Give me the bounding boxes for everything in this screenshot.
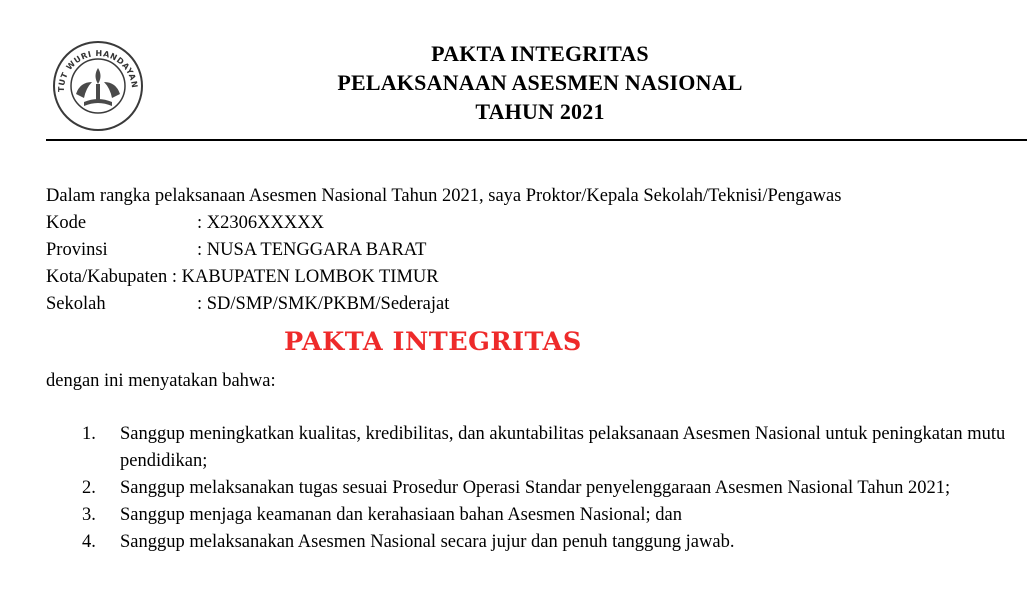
tut-wuri-handayani-emblem-icon	[50, 38, 146, 134]
title-line-1: PAKTA INTEGRITAS	[431, 41, 649, 66]
list-number: 2.	[82, 478, 96, 498]
list-item-text: Sanggup melaksanakan tugas sesuai Prosedur Operasi Standar penyelenggaraan Asesmen Nasional Tahun 2021;	[120, 478, 951, 498]
list-number: 3.	[82, 505, 96, 525]
field-label: Provinsi	[46, 240, 108, 260]
list-item	[82, 529, 1017, 556]
pakta-integritas-banner: PAKTA INTEGRITAS	[284, 327, 582, 357]
title-line-3: TAHUN 2021	[475, 99, 605, 124]
commitment-list	[82, 421, 1017, 556]
list-item-text: Sanggup melaksanakan Asesmen Nasional secara jujur dan penuh tanggung jawab.	[120, 532, 735, 552]
field-value: : SD/SMP/SMK/PKBM/Sederajat	[197, 294, 450, 314]
field-value: : X2306XXXXX	[197, 213, 324, 233]
document-title	[250, 39, 830, 126]
list-item-text: Sanggup menjaga keamanan dan kerahasiaan bahan Asesmen Nasional; dan	[120, 505, 683, 525]
field-label: Kode	[46, 213, 87, 233]
field-label: Kota/Kabupaten	[46, 267, 168, 287]
field-kode	[46, 210, 324, 237]
statement-text: dengan ini menyatakan bahwa:	[46, 371, 276, 391]
list-number: 4.	[82, 532, 96, 552]
field-sekolah	[46, 291, 449, 318]
field-kota-kabupaten	[46, 264, 439, 291]
intro-paragraph: Dalam rangka pelaksanaan Asesmen Nasional Tahun 2021, saya Proktor/Kepala Sekolah/Teknisi/Pengawas	[46, 186, 842, 206]
field-label: Sekolah	[46, 294, 106, 314]
list-item-text: Sanggup meningkatkan kualitas, kredibilitas, dan akuntabilitas pelaksanaan Asesmen Nasional untuk peningkatan mutu pendidikan;	[120, 424, 1006, 471]
list-number: 1.	[82, 424, 96, 444]
field-provinsi	[46, 237, 426, 264]
logo-ring-text: TUT WURI HANDAYAN	[56, 48, 140, 93]
header-divider	[46, 139, 1027, 141]
field-value: : KABUPATEN LOMBOK TIMUR	[167, 267, 439, 287]
list-item	[82, 421, 1017, 475]
list-item	[82, 475, 1017, 502]
title-line-2: PELAKSANAAN ASESMEN NASIONAL	[337, 70, 743, 95]
list-item	[82, 502, 1017, 529]
field-value: : NUSA TENGGARA BARAT	[197, 240, 427, 260]
